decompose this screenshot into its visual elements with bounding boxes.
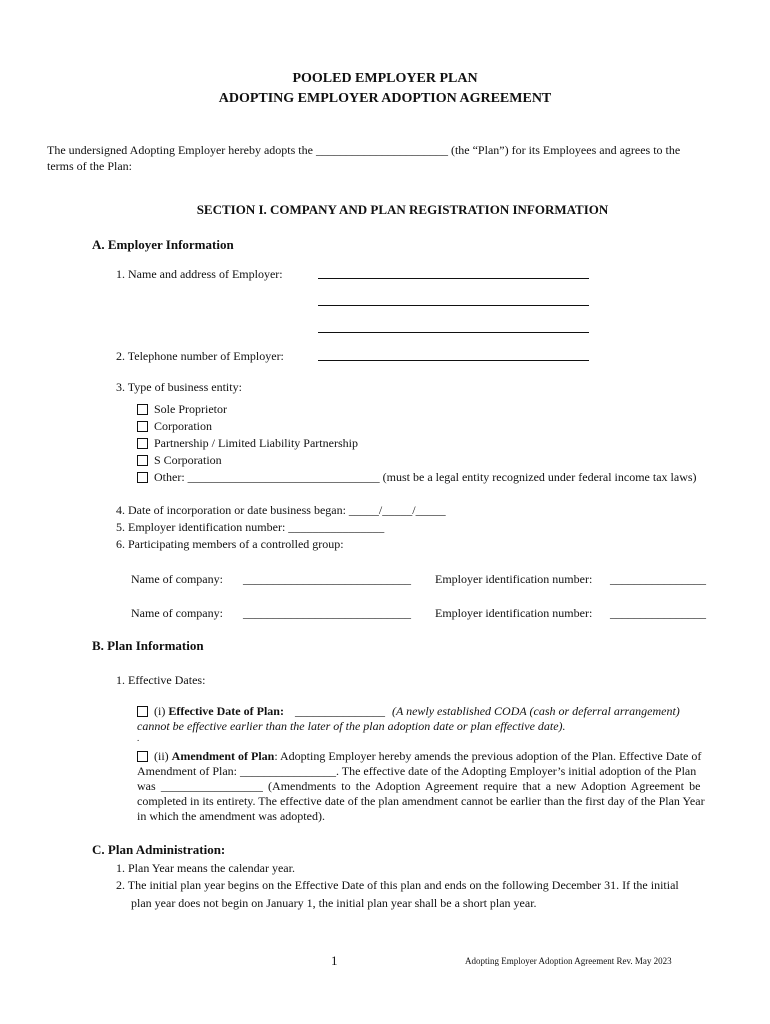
intro-after-blank: (the “Plan”) for its Employees and agrees to the xyxy=(450,143,681,157)
amendment-option[interactable] xyxy=(137,749,701,764)
entity-type-label: 3. Type of business entity: xyxy=(116,380,242,394)
intro-text-line1 xyxy=(47,143,680,158)
initial-plan-year-line2: plan year does not begin on January 1, the initial plan year shall be a short plan year. xyxy=(131,896,537,910)
checkbox-effective-date[interactable] xyxy=(137,706,148,717)
company-name-label: Name of company: xyxy=(131,572,223,586)
entity-option-partnership[interactable] xyxy=(137,436,358,451)
checkbox-corporation[interactable] xyxy=(137,421,148,432)
option-label: S Corporation xyxy=(154,453,222,467)
company-ein-field-2[interactable]: ________________ xyxy=(610,606,706,620)
company-row-2 xyxy=(131,606,223,621)
amendment-bold-label: Amendment of Plan xyxy=(171,749,275,763)
option-label: Other: xyxy=(154,470,185,484)
checkbox-sole-proprietor[interactable] xyxy=(137,404,148,415)
entity-option-corporation[interactable] xyxy=(137,419,212,434)
footer-revision: Adopting Employer Adoption Agreement Rev. May 2023 xyxy=(465,956,672,966)
coda-note-line2: cannot be effective earlier than the later of the plan adoption date or plan effective date). xyxy=(137,719,566,733)
name-address-field-1[interactable] xyxy=(318,278,589,279)
company-ein-label-2: Employer identification number: xyxy=(435,606,593,620)
coda-note-line1: (A newly established CODA (cash or deferral arrangement) xyxy=(391,704,680,718)
telephone-field[interactable] xyxy=(318,360,589,361)
plan-name-blank[interactable]: ______________________ xyxy=(315,143,448,157)
checkbox-s-corporation[interactable] xyxy=(137,455,148,466)
document-title-line1: POOLED EMPLOYER PLAN xyxy=(292,71,478,86)
other-entity-blank[interactable]: ________________________________ xyxy=(187,470,380,484)
section1-heading: SECTION I. COMPANY AND PLAN REGISTRATION INFORMATION xyxy=(196,202,609,217)
telephone-label: 2. Telephone number of Employer: xyxy=(116,349,284,363)
opt2-label: (ii) xyxy=(154,749,169,763)
amendment-text-5: in which the amendment was adopted). xyxy=(137,809,325,823)
intro-text-line2: terms of the Plan: xyxy=(47,159,132,173)
initial-plan-year-line1: 2. The initial plan year begins on the Effective Date of this plan and ends on the following December 31. If the initial xyxy=(116,878,679,892)
entity-option-other[interactable] xyxy=(137,470,697,485)
company-ein-field-1[interactable]: ________________ xyxy=(610,572,706,586)
checkbox-other[interactable] xyxy=(137,472,148,483)
effective-date-field[interactable]: _______________ xyxy=(294,704,385,718)
amendment-text-1: : Adopting Employer hereby amends the previous adoption of the Plan. Effective Date of xyxy=(274,749,702,763)
effective-date-bold-label: Effective Date of Plan: xyxy=(168,704,284,718)
checkbox-partnership[interactable] xyxy=(137,438,148,449)
option-label: Partnership / Limited Liability Partnership xyxy=(154,436,358,450)
effective-dates-label: 1. Effective Dates: xyxy=(116,673,206,687)
company-row-1 xyxy=(131,572,223,587)
entity-option-sole-proprietor[interactable] xyxy=(137,402,227,417)
name-address-field-2[interactable] xyxy=(318,305,589,306)
name-address-label: 1. Name and address of Employer: xyxy=(116,267,283,281)
company-name-field-1[interactable]: ____________________________ xyxy=(243,572,411,586)
entity-option-s-corporation[interactable] xyxy=(137,453,222,468)
page-number: 1 xyxy=(331,953,338,968)
intro-before-blank: The undersigned Adopting Employer hereby adopts the xyxy=(47,143,313,157)
checkbox-amendment[interactable] xyxy=(137,751,148,762)
option-label: Sole Proprietor xyxy=(154,402,227,416)
effective-date-option[interactable] xyxy=(137,704,680,719)
document-title-line2: ADOPTING EMPLOYER ADOPTION AGREEMENT xyxy=(218,91,552,106)
other-entity-note: (must be a legal entity recognized under federal income tax laws) xyxy=(382,470,697,484)
amendment-text-2: Amendment of Plan: ________________. The effective date of the Adopting Employer’s initial adoption of the Plan xyxy=(137,764,697,778)
plan-year-item: 1. Plan Year means the calendar year. xyxy=(116,861,295,875)
stray-dot: . xyxy=(137,733,140,743)
name-address-field-3[interactable] xyxy=(318,332,589,333)
amendment-text-4: completed in its entirety. The effective date of the plan amendment cannot be earlier than the first day of the Plan Year xyxy=(137,794,705,808)
part-c-heading: C. Plan Administration: xyxy=(92,842,226,857)
company-name-label: Name of company: xyxy=(131,606,223,620)
option-label: Corporation xyxy=(154,419,212,433)
part-a-heading: A. Employer Information xyxy=(92,237,234,252)
company-ein-label-1: Employer identification number: xyxy=(435,572,593,586)
amendment-text-3: was _________________ (Amendments to the Adoption Agreement require that a new Adoption Agreement be xyxy=(137,779,701,793)
ein-item: 5. Employer identification number: ________________ xyxy=(116,520,385,534)
company-name-field-2[interactable]: ____________________________ xyxy=(243,606,411,620)
part-b-heading: B. Plan Information xyxy=(92,638,204,653)
opt1-label: (i) xyxy=(154,704,166,718)
incorporation-date-item: 4. Date of incorporation or date business began: _____/_____/_____ xyxy=(116,503,446,517)
controlled-group-item: 6. Participating members of a controlled group: xyxy=(116,537,344,551)
